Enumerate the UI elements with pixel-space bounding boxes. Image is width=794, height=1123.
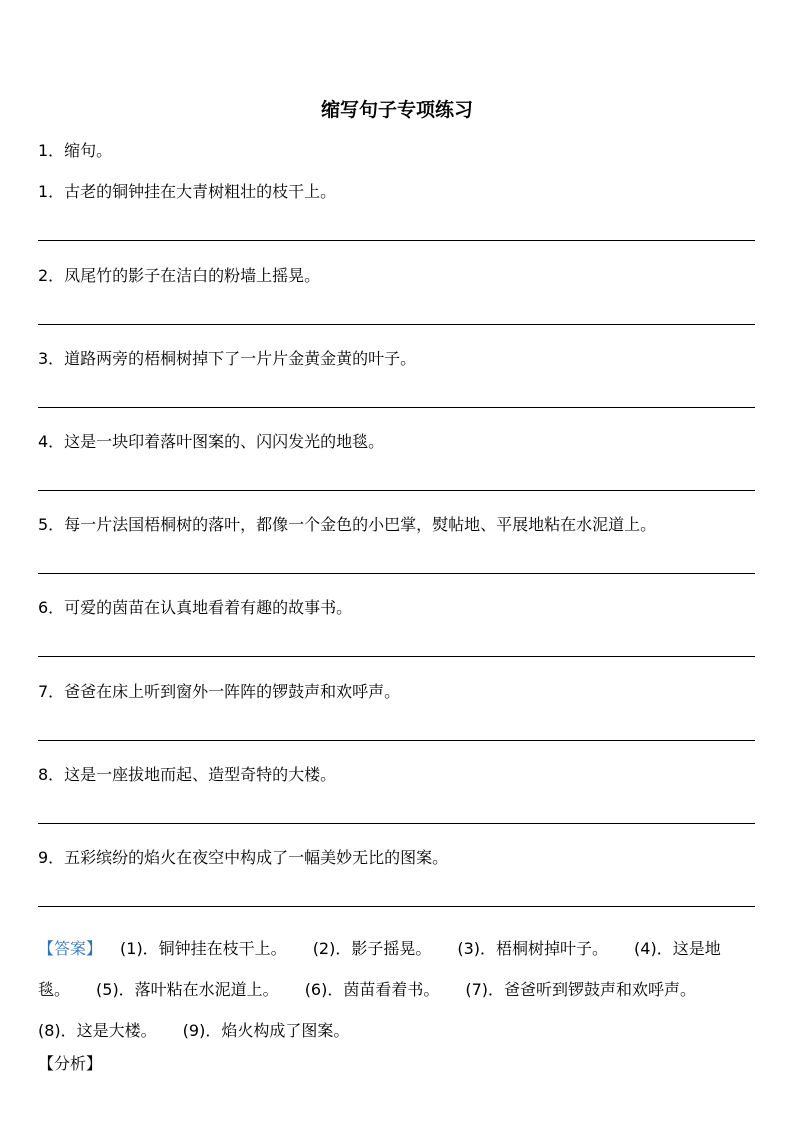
answer-item-3: (3)．梧桐树掉叶子。 [457, 939, 609, 958]
answer-item-8: (8)．这是大楼。 [38, 1021, 157, 1040]
answer-item-1: (1)．铜钟挂在枝干上。 [120, 939, 287, 958]
answer-tag: 【答案】 [38, 939, 103, 958]
answer-line-5 [38, 573, 755, 574]
answer-item-7: (7)．爸爸听到锣鼓声和欢呼声。 [465, 980, 697, 999]
question-5: 5．每一片法国梧桐树的落叶，都像一个金色的小巴掌，熨帖地、平展地粘在水泥道上。 [38, 515, 657, 534]
question-2: 2．凤尾竹的影子在洁白的粉墙上摇晃。 [38, 266, 321, 285]
answer-line-1 [38, 240, 755, 241]
question-6: 6．可爱的茵苗在认真地看着有趣的故事书。 [38, 598, 353, 617]
answer-item-6: (6)．茵苗看着书。 [304, 980, 440, 999]
section-heading: 1．缩句。 [38, 141, 113, 160]
answer-block [38, 928, 758, 1051]
question-8: 8．这是一座拔地而起、造型奇特的大楼。 [38, 765, 337, 784]
page-title: 缩写句子专项练习 [320, 99, 473, 121]
question-9: 9．五彩缤纷的焰火在夜空中构成了一幅美妙无比的图案。 [38, 848, 449, 867]
answer-line-3 [38, 407, 755, 408]
answer-line-4 [38, 490, 755, 491]
answer-item-5: (5)．落叶粘在水泥道上。 [96, 980, 279, 999]
question-1: 1．古老的铜钟挂在大青树粗壮的枝干上。 [38, 182, 337, 201]
answer-line-6 [38, 656, 755, 657]
analysis-tag: 【分析】 [38, 1054, 103, 1073]
answer-line-9 [38, 906, 755, 907]
question-4: 4．这是一块印着落叶图案的、闪闪发光的地毯。 [38, 432, 385, 451]
answer-item-9: (9)．焰火构成了图案。 [182, 1021, 350, 1040]
answer-line-8 [38, 823, 755, 824]
question-3: 3．道路两旁的梧桐树掉下了一片片金黄金黄的叶子。 [38, 349, 417, 368]
answer-item-4: (4)．这是地毯。 [38, 939, 721, 999]
answer-line-2 [38, 324, 755, 325]
answer-line-7 [38, 740, 755, 741]
question-7: 7．爸爸在床上听到窗外一阵阵的锣鼓声和欢呼声。 [38, 682, 401, 701]
answer-item-2: (2)．影子摇晃。 [312, 939, 432, 958]
